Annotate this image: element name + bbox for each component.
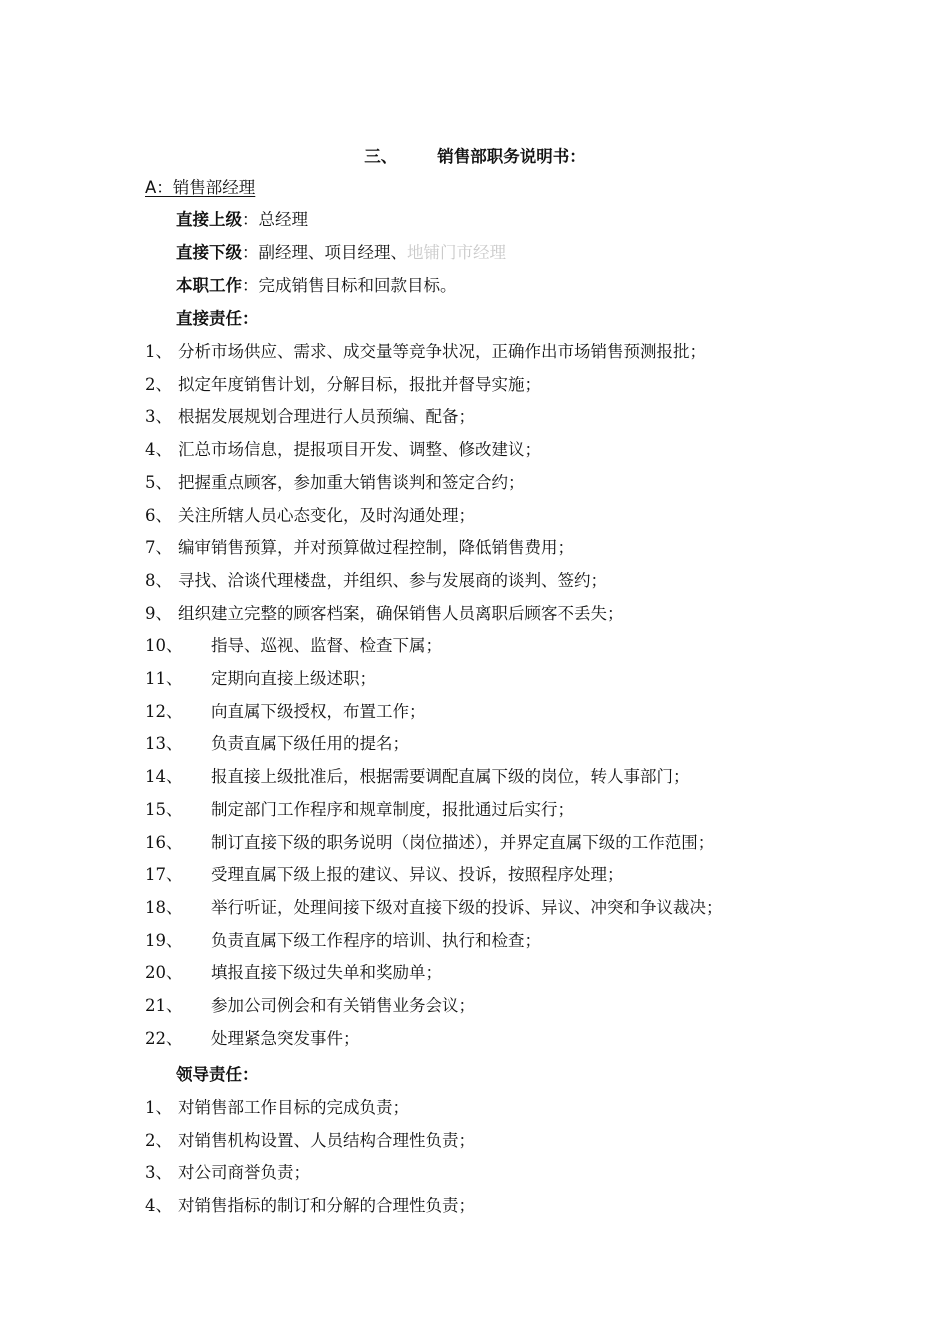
list-item bbox=[145, 1025, 360, 1049]
list-item-number: 13、 bbox=[145, 734, 183, 754]
list-item-text: 对销售部工作目标的完成负责； bbox=[178, 1098, 409, 1117]
list-item bbox=[145, 665, 376, 689]
list-item-text: 把握重点顾客，参加重大销售谈判和签定合约； bbox=[178, 472, 525, 492]
list-item-text: 受理直属下级上报的建议、异议、投诉，按照程序处理； bbox=[211, 865, 624, 885]
list-item bbox=[145, 763, 690, 787]
list-item-text: 指导、巡视、监督、检查下属； bbox=[211, 636, 442, 656]
list-item-number: 7、 bbox=[145, 538, 172, 558]
list-item-text: 对销售指标的制订和分解的合理性负责； bbox=[178, 1196, 475, 1216]
list-item-number: 11、 bbox=[145, 669, 183, 688]
direct-responsibility-heading: 直接责任： bbox=[176, 309, 259, 328]
list-item-number: 16、 bbox=[145, 832, 183, 852]
list-item-number: 21、 bbox=[145, 996, 183, 1015]
field-label: 直接上级 bbox=[176, 210, 242, 229]
list-item bbox=[145, 698, 426, 722]
list-item-number: 2、 bbox=[145, 1130, 172, 1150]
list-item-text: 报直接上级批准后，根据需要调配直属下级的岗位，转人事部门； bbox=[211, 767, 690, 787]
list-item-text: 分析市场供应、需求、成交量等竞争状况，正确作出市场销售预测报批； bbox=[178, 342, 706, 361]
list-item bbox=[145, 1192, 475, 1216]
field-value: 副经理、项目经理、 bbox=[258, 243, 407, 262]
list-item-text: 参加公司例会和有关销售业务会议； bbox=[211, 996, 475, 1015]
list-item bbox=[145, 338, 706, 362]
list-item bbox=[145, 1159, 310, 1183]
list-item-number: 2、 bbox=[145, 374, 172, 394]
list-item-number: 1、 bbox=[145, 1098, 172, 1117]
list-item-number: 12、 bbox=[145, 701, 183, 721]
list-item-text: 寻找、洽谈代理楼盘，并组织、参与发展商的谈判、签约； bbox=[178, 570, 607, 590]
field-label: 直接下级 bbox=[176, 243, 242, 262]
list-item-number: 6、 bbox=[145, 505, 172, 525]
list-item-number: 8、 bbox=[145, 570, 172, 590]
list-item-number: 19、 bbox=[145, 930, 183, 950]
list-item-number: 10、 bbox=[145, 636, 183, 656]
list-item-number: 18、 bbox=[145, 897, 183, 917]
list-item-text: 汇总市场信息，提报项目开发、调整、修改建议； bbox=[178, 440, 541, 460]
list-item-number: 17、 bbox=[145, 865, 183, 885]
field-separator: ： bbox=[242, 243, 259, 262]
list-item-text: 关注所辖人员心态变化，及时沟通处理； bbox=[178, 505, 475, 525]
list-item bbox=[145, 632, 442, 656]
list-item bbox=[145, 959, 442, 983]
list-item bbox=[145, 861, 624, 885]
list-item-number: 9、 bbox=[145, 603, 172, 623]
page-title bbox=[0, 143, 950, 167]
list-item-text: 制定部门工作程序和规章制度，报批通过后实行； bbox=[211, 799, 574, 819]
list-item-text: 编审销售预算，并对预算做过程控制，降低销售费用； bbox=[178, 538, 574, 558]
field-value: 完成销售目标和回款目标。 bbox=[258, 276, 457, 295]
list-item bbox=[145, 992, 475, 1016]
title-number: 三、 bbox=[364, 147, 398, 166]
section-heading: A：销售部经理 bbox=[145, 178, 256, 197]
list-item-number: 20、 bbox=[145, 963, 183, 983]
list-item-text: 拟定年度销售计划，分解目标，报批并督导实施； bbox=[178, 374, 541, 394]
list-item bbox=[145, 403, 475, 427]
list-item-number: 4、 bbox=[145, 440, 172, 460]
list-item bbox=[145, 829, 714, 853]
list-item-text: 定期向直接上级述职； bbox=[211, 669, 376, 688]
list-item-number: 22、 bbox=[145, 1028, 183, 1048]
list-item bbox=[145, 1094, 409, 1118]
list-item-text: 举行听证，处理间接下级对直接下级的投诉、异议、冲突和争议裁决； bbox=[211, 897, 723, 917]
field-value: 总经理 bbox=[258, 210, 308, 229]
list-item bbox=[145, 534, 574, 558]
title-text: 销售部职务说明书： bbox=[437, 147, 586, 166]
list-item-text: 对公司商誉负责； bbox=[178, 1163, 310, 1183]
field-separator: ： bbox=[242, 210, 259, 229]
list-item bbox=[145, 1127, 475, 1151]
list-item-text: 制订直接下级的职务说明（岗位描述），并界定直属下级的工作范围； bbox=[211, 832, 715, 852]
list-item-text: 组织建立完整的顾客档案，确保销售人员离职后顾客不丢失； bbox=[178, 603, 624, 623]
list-item-number: 14、 bbox=[145, 767, 183, 787]
list-item bbox=[145, 469, 525, 493]
list-item bbox=[145, 502, 475, 526]
field-superior bbox=[176, 206, 308, 230]
list-item-text: 对销售机构设置、人员结构合理性负责； bbox=[178, 1130, 475, 1150]
field-label: 本职工作 bbox=[176, 276, 242, 295]
list-item-number: 3、 bbox=[145, 407, 172, 427]
list-item-number: 4、 bbox=[145, 1196, 172, 1216]
list-item-text: 根据发展规划合理进行人员预编、配备； bbox=[178, 407, 475, 427]
field-subordinate bbox=[176, 239, 506, 263]
field-job bbox=[176, 272, 457, 296]
list-item-text: 负责直属下级工作程序的培训、执行和检查； bbox=[211, 930, 541, 950]
list-item bbox=[145, 600, 624, 624]
field-separator: ： bbox=[242, 276, 259, 295]
list-item bbox=[145, 927, 541, 951]
field-value-faded: 地铺门市经理 bbox=[407, 243, 506, 262]
list-item-text: 向直属下级授权，布置工作； bbox=[211, 701, 426, 721]
list-item-text: 填报直接下级过失单和奖励单； bbox=[211, 963, 442, 983]
list-item-text: 负责直属下级任用的提名； bbox=[211, 734, 409, 754]
list-item-number: 15、 bbox=[145, 799, 183, 819]
list-item bbox=[145, 567, 607, 591]
list-item bbox=[145, 894, 723, 918]
list-item bbox=[145, 371, 541, 395]
list-item-number: 3、 bbox=[145, 1163, 172, 1183]
list-item bbox=[145, 730, 409, 754]
list-item bbox=[145, 436, 541, 460]
list-item-text: 处理紧急突发事件； bbox=[211, 1028, 360, 1048]
list-item bbox=[145, 796, 574, 820]
list-item-number: 5、 bbox=[145, 472, 172, 492]
leadership-responsibility-heading: 领导责任： bbox=[176, 1065, 259, 1084]
list-item-number: 1、 bbox=[145, 342, 172, 361]
